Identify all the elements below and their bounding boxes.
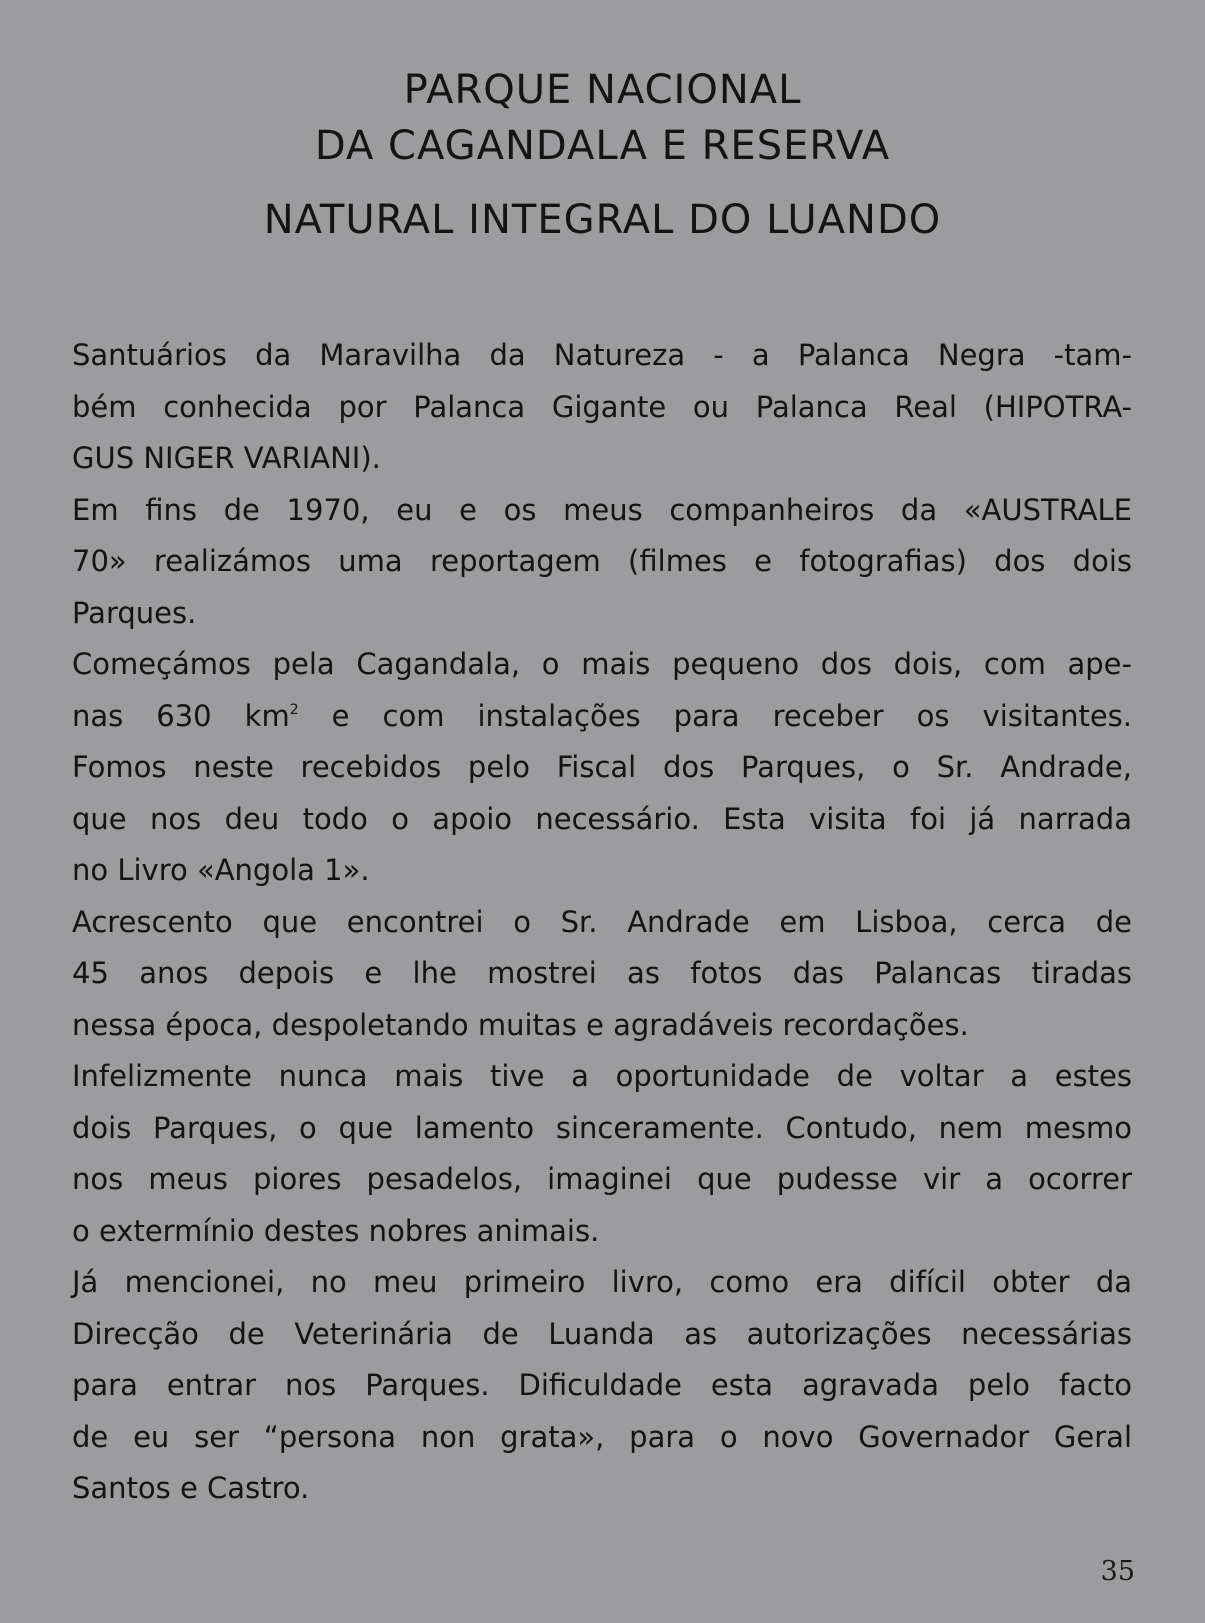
text-line: Já mencionei, no meu primeiro livro, como era difícil obter da [72,1265,1132,1299]
title-line-1: PARQUE NACIONAL [403,67,802,113]
text-line: Direcção de Veterinária de Luanda as autorizações necessárias [72,1316,1132,1351]
area-value: nas 630 km [72,698,290,733]
page-title [0,62,1205,248]
text-line: nos meus piores pesadelos, imaginei que pudesse vir a ocorrer [72,1162,1132,1196]
superscript-2: 2 [289,701,299,718]
text-line: Santos e Castro. [72,1471,310,1505]
title-line-2: DA CAGANDALA E RESERVA [314,123,891,169]
page-number: 35 [1100,1556,1135,1587]
text-line-rest: e com instalações para receber os visitantes. [298,698,1133,733]
body-text [72,330,1132,1515]
text-line: 70» realizámos uma reportagem (filmes e fotografias) dos dois [72,544,1132,578]
text-line: GUS NIGER VARIANI). [72,441,381,475]
text-line: Infelizmente nunca mais tive a oportunidade de voltar a estes [72,1059,1132,1093]
text-line: bém conhecida por Palanca Gigante ou Palanca Real (HIPOTRA- [72,389,1132,424]
text-line: Em fins de 1970, eu e os meus companheiros da «AUSTRALE [72,492,1132,527]
text-line: no Livro «Angola 1». [72,853,370,887]
text-line: Acrescento que encontrei o Sr. Andrade em Lisboa, cerca de [72,904,1132,939]
text-line: Santuários da Maravilha da Natureza - a Palanca Negra -tam- [72,338,1132,372]
text-line: o extermínio destes nobres animais. [72,1213,600,1248]
title-line-3: NATURAL INTEGRAL DO LUANDO [263,197,942,243]
text-line: Parques. [72,595,197,630]
text-line-with-superscript [72,691,1132,743]
text-line: 45 anos depois e lhe mostrei as fotos das Palancas tiradas [72,956,1132,990]
text-line: de eu ser “persona non grata», para o novo Governador Geral [72,1419,1132,1454]
text-line: que nos deu todo o apoio necessário. Esta visita foi já narrada [72,801,1132,836]
text-line: para entrar nos Parques. Dificuldade esta agravada pelo facto [72,1368,1132,1402]
text-line: dois Parques, o que lamento sinceramente. Contudo, nem mesmo [72,1110,1132,1145]
text-line: Fomos neste recebidos pelo Fiscal dos Parques, o Sr. Andrade, [72,750,1132,784]
text-line: nessa época, despoletando muitas e agradáveis recordações. [72,1007,969,1042]
text-line: Começámos pela Cagandala, o mais pequeno dos dois, com ape- [72,647,1132,681]
